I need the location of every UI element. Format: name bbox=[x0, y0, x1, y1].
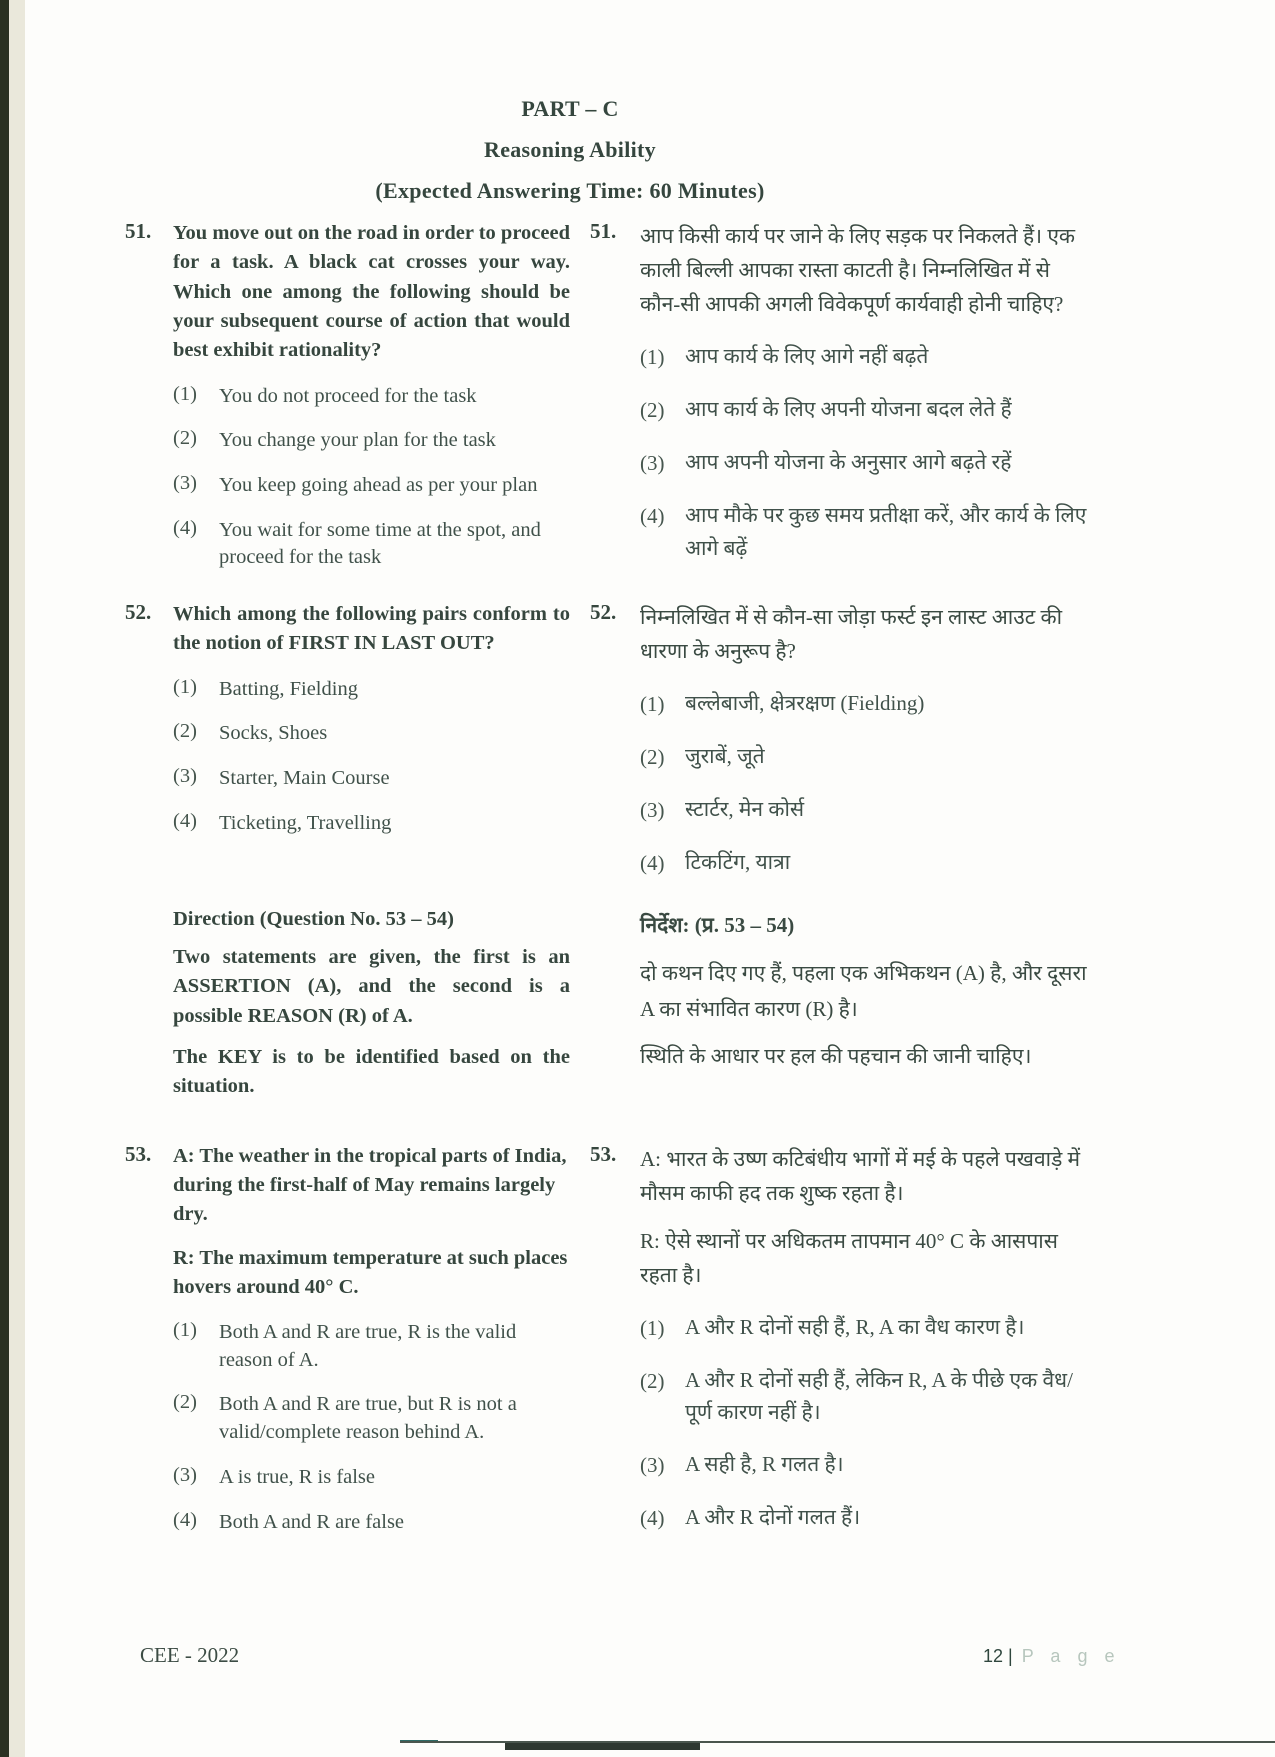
question-52-hindi bbox=[590, 600, 1090, 880]
option-label: (2) bbox=[173, 720, 197, 743]
option bbox=[173, 472, 570, 500]
option bbox=[173, 1319, 570, 1374]
option bbox=[173, 1509, 570, 1537]
option-label: (4) bbox=[173, 1508, 197, 1531]
option-text: बल्लेबाजी, क्षेत्ररक्षण (Fielding) bbox=[685, 690, 925, 715]
option-label: (3) bbox=[173, 471, 197, 494]
question-53-english bbox=[125, 1142, 570, 1537]
option bbox=[640, 1311, 1090, 1345]
scan-bottom-edge bbox=[505, 1743, 700, 1750]
direction-english bbox=[125, 908, 570, 1114]
question-number: 51. bbox=[590, 219, 617, 243]
option-label: (2) bbox=[173, 1391, 197, 1414]
question-number: 52. bbox=[125, 599, 152, 624]
question-52 bbox=[125, 600, 1090, 880]
option-label: (3) bbox=[640, 797, 665, 822]
option-text: Both A and R are true, but R is not a valid/complete reason behind A. bbox=[219, 1393, 517, 1444]
option bbox=[173, 765, 570, 793]
footer-page-separator: | bbox=[1008, 1646, 1013, 1666]
option bbox=[640, 687, 1090, 721]
option bbox=[173, 676, 570, 704]
option-label: (4) bbox=[640, 1505, 665, 1530]
option-text: Starter, Main Course bbox=[219, 766, 390, 789]
direction-heading-hindi: निर्देश: (प्र. 53 – 54) bbox=[640, 913, 795, 938]
question-51-hindi bbox=[590, 219, 1090, 572]
option bbox=[640, 846, 1090, 880]
footer-page-indicator bbox=[983, 1646, 1120, 1667]
time-note: (Expected Answering Time: 60 Minutes) bbox=[375, 178, 765, 203]
reason-statement-english: R: The maximum temperature at such places hovers around 40° C. bbox=[173, 1246, 568, 1298]
question-text-english: You move out on the road in order to proceed for a task. A black cat crosses your way. Which one among the following should be your subsequent course of action that would best exhibit rationality? bbox=[173, 222, 570, 362]
option bbox=[173, 427, 570, 455]
option bbox=[173, 383, 570, 411]
option-label: (2) bbox=[640, 1368, 665, 1393]
option-text: जुराबें, जूते bbox=[685, 743, 765, 768]
option-text: Batting, Fielding bbox=[219, 677, 358, 700]
question-text-hindi: आप किसी कार्य पर जाने के लिए सड़क पर निकलते हैं। एक काली बिल्ली आपका रास्ता काटती है। निम्नलिखित में से कौन-सी आपकी अगली विवेकपूर्ण कार्यवाही होनी चाहिए? bbox=[640, 224, 1076, 317]
direction-block bbox=[125, 908, 1090, 1114]
question-text-english: Which among the following pairs conform to the notion of FIRST IN LAST OUT? bbox=[173, 602, 570, 655]
option bbox=[640, 393, 1090, 427]
option bbox=[640, 1364, 1090, 1429]
option-label: (3) bbox=[173, 1463, 197, 1486]
option bbox=[640, 793, 1090, 827]
option-text: You wait for some time at the spot, and proceed for the task bbox=[219, 518, 541, 569]
option bbox=[173, 810, 570, 838]
section-title: Reasoning Ability bbox=[484, 137, 656, 162]
option-text: Both A and R are true, R is the valid reason of A. bbox=[219, 1321, 517, 1371]
question-53 bbox=[125, 1142, 1090, 1537]
option-text: A और R दोनों गलत हैं। bbox=[685, 1504, 861, 1529]
option bbox=[173, 720, 570, 748]
question-51-english bbox=[125, 219, 570, 572]
direction-hindi bbox=[590, 908, 1090, 1114]
option-label: (2) bbox=[640, 398, 665, 423]
option-text: A और R दोनों सही हैं, R, A का वैध कारण है। bbox=[685, 1314, 1025, 1339]
option-label: (4) bbox=[173, 809, 197, 832]
option-label: (1) bbox=[173, 382, 197, 405]
question-number: 51. bbox=[125, 219, 152, 243]
option-text: A is true, R is false bbox=[219, 1465, 376, 1488]
option-text: You do not proceed for the task bbox=[219, 384, 477, 407]
option-text: स्टार्टर, मेन कोर्स bbox=[685, 796, 805, 821]
option-text: Socks, Shoes bbox=[219, 722, 328, 745]
option-label: (1) bbox=[640, 691, 665, 716]
assertion-statement-hindi: A: भारत के उष्ण कटिबंधीय भागों में मई के पहले पखवाड़े में मौसम काफी हद तक शुष्क रहता है। bbox=[640, 1146, 1081, 1205]
option-label: (3) bbox=[640, 1452, 665, 1477]
option bbox=[173, 1464, 570, 1492]
option-text: Both A and R are false bbox=[219, 1510, 405, 1533]
option-label: (1) bbox=[173, 675, 197, 698]
option-label: (1) bbox=[640, 1315, 665, 1340]
question-52-english bbox=[125, 600, 570, 880]
question-number: 52. bbox=[590, 599, 617, 624]
direction-paragraph-hindi: स्थिति के आधार पर हल की पहचान की जानी चाहिए। bbox=[640, 1044, 1032, 1069]
option-label: (4) bbox=[640, 504, 665, 529]
question-number: 53. bbox=[125, 1141, 152, 1166]
option-label: (4) bbox=[173, 516, 197, 539]
option-text: आप कार्य के लिए आगे नहीं बढ़ते bbox=[685, 344, 929, 369]
direction-paragraph-english: The KEY is to be identified based on the situation. bbox=[173, 1045, 570, 1098]
footer-page-number: 12 bbox=[983, 1646, 1004, 1666]
option-label: (3) bbox=[173, 764, 197, 787]
direction-paragraph-hindi: दो कथन दिए गए हैं, पहला एक अभिकथन (A) है, और दूसरा A का संभावित कारण (R) है। bbox=[640, 961, 1087, 1021]
footer-page-word: P a g e bbox=[1021, 1646, 1121, 1666]
option bbox=[640, 446, 1090, 480]
option-text: आप अपनी योजना के अनुसार आगे बढ़ते रहें bbox=[685, 450, 1012, 475]
option-label: (2) bbox=[173, 427, 197, 450]
option-text: You change your plan for the task bbox=[219, 429, 496, 452]
option-text: आप मौके पर कुछ समय प्रतीक्षा करें, और कार्य के लिए आगे बढ़ें bbox=[685, 503, 1087, 560]
option-label: (3) bbox=[640, 451, 665, 476]
question-51 bbox=[125, 219, 1090, 572]
question-text-hindi: निम्नलिखित में से कौन-सा जोड़ा फर्स्ट इन लास्ट आउट की धारणा के अनुरूप है? bbox=[640, 604, 1063, 663]
part-title: PART – C bbox=[521, 96, 619, 121]
option-label: (1) bbox=[173, 1319, 197, 1342]
scan-left-shadow bbox=[9, 0, 25, 1757]
option-text: A सही है, R गलत है। bbox=[685, 1451, 844, 1476]
option bbox=[640, 1448, 1090, 1482]
option-text: आप कार्य के लिए अपनी योजना बदल लेते हैं bbox=[685, 397, 1012, 422]
option bbox=[640, 499, 1090, 564]
option-text: A और R दोनों सही हैं, लेकिन R, A के पीछे एक वैध/पूर्ण कारण नहीं है। bbox=[685, 1367, 1073, 1425]
option-label: (4) bbox=[640, 851, 665, 875]
footer-exam-code: CEE - 2022 bbox=[140, 1643, 240, 1667]
question-area bbox=[125, 219, 1090, 1536]
option bbox=[640, 1501, 1090, 1535]
page-header bbox=[120, 0, 1020, 204]
assertion-statement-english: A: The weather in the tropical parts of India, during the first-half of May remains largely dry. bbox=[173, 1144, 567, 1226]
direction-heading-english: Direction (Question No. 53 – 54) bbox=[173, 908, 454, 931]
question-53-hindi bbox=[590, 1142, 1090, 1537]
option-text: टिकटिंग, यात्रा bbox=[685, 850, 791, 874]
option bbox=[640, 340, 1090, 374]
option-label: (1) bbox=[640, 345, 665, 370]
scan-left-edge bbox=[0, 0, 9, 1757]
option bbox=[640, 740, 1090, 774]
question-number: 53. bbox=[590, 1141, 617, 1166]
reason-statement-hindi: R: ऐसे स्थानों पर अधिकतम तापमान 40° C के आसपास रहता है। bbox=[640, 1228, 1058, 1287]
direction-paragraph-english: Two statements are given, the first is an ASSERTION (A), and the second is a possible REASON (R) of A. bbox=[173, 946, 570, 1027]
option bbox=[173, 517, 570, 572]
option-text: Ticketing, Travelling bbox=[219, 811, 392, 834]
option-label: (2) bbox=[640, 744, 665, 769]
option-text: You keep going ahead as per your plan bbox=[219, 473, 538, 496]
option bbox=[173, 1391, 570, 1446]
